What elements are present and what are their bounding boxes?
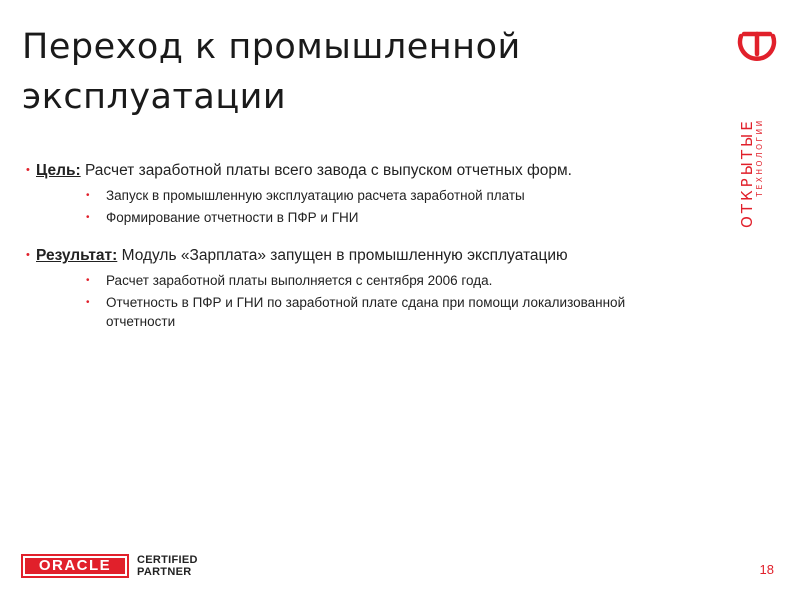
partner-line: PARTNER	[137, 566, 192, 578]
bullet-icon: •	[86, 297, 90, 308]
slide-content	[26, 160, 686, 345]
logo-sub-text: ТЕХНОЛОГИИ	[755, 118, 764, 197]
oracle-partner-badge	[21, 552, 198, 580]
list-item	[26, 186, 686, 205]
list-item-text: Отчетность в ПФР и ГНИ по заработной плате сдана при помощи локализованной отчетности	[106, 295, 626, 329]
list-item	[26, 208, 686, 227]
logo-t-icon	[736, 28, 778, 68]
certified-partner-text	[137, 554, 198, 578]
bullet-icon: •	[26, 164, 30, 176]
section-goal	[26, 160, 686, 227]
oracle-logo: ORACLE	[21, 554, 129, 578]
slide-title-line: Переход к промышленной	[22, 27, 521, 67]
slide-title	[22, 22, 702, 122]
logo-text	[739, 118, 764, 228]
section-result	[26, 245, 686, 331]
page-number: 18	[759, 562, 774, 577]
result-lead: Результат:	[36, 247, 118, 264]
goal-text: Расчет заработной платы всего завода с выпуском отчетных форм.	[80, 162, 572, 179]
slide-title-line: эксплуатации	[22, 77, 287, 117]
main-bullet-item	[26, 245, 686, 266]
goal-sub-list	[26, 186, 686, 227]
logo-main-text: ОТКРЫТЫЕ	[738, 118, 756, 228]
result-sub-list	[26, 271, 686, 331]
bullet-icon: •	[26, 249, 30, 261]
list-item	[26, 293, 686, 331]
goal-lead: Цель:	[36, 162, 81, 179]
main-bullet-item	[26, 160, 686, 181]
certified-line: CERTIFIED	[137, 554, 198, 566]
list-item-text: Расчет заработной платы выполняется с сентября 2006 года.	[106, 273, 493, 288]
bullet-icon: •	[86, 212, 90, 223]
company-logo	[714, 28, 784, 228]
result-text: Модуль «Зарплата» запущен в промышленную эксплуатацию	[117, 247, 568, 264]
list-item-text: Формирование отчетности в ПФР и ГНИ	[106, 210, 359, 225]
bullet-icon: •	[86, 275, 90, 286]
list-item-text: Запуск в промышленную эксплуатацию расчета заработной платы	[106, 188, 525, 203]
list-item	[26, 271, 686, 290]
bullet-icon: •	[86, 190, 90, 201]
